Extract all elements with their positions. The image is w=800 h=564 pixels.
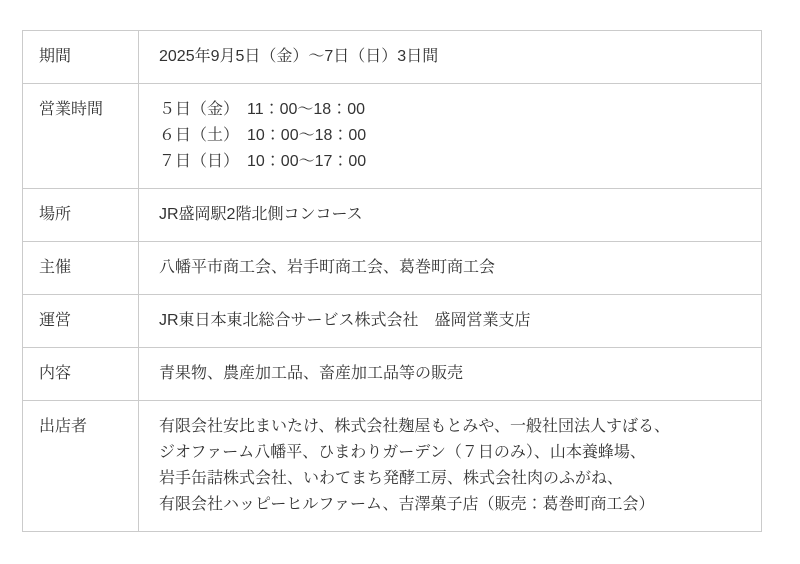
row-value-line: 有限会社ハッピーヒルファーム、吉澤菓子店（販売：葛巻町商工会） (159, 496, 655, 513)
row-value-line: ７日（日） 10：00～17：00 (159, 153, 367, 170)
row-value-line: JR東日本東北総合サービス株式会社 盛岡営業支店 (159, 312, 531, 329)
row-label-organizer: 主催 (23, 242, 139, 295)
row-value-vendors (139, 401, 762, 532)
event-info-table (22, 30, 762, 532)
row-value-line: 2025年9月5日（金）～7日（日）3日間 (159, 48, 439, 65)
row-label-contents: 内容 (23, 348, 139, 401)
row-value-organizer (139, 242, 762, 295)
row-value-line: ６日（土） 10：00～18：00 (159, 127, 367, 144)
row-value-line: 八幡平市商工会、岩手町商工会、葛巻町商工会 (159, 259, 496, 276)
row-value-line: 岩手缶詰株式会社、いわてまち発酵工房、株式会社肉のふがね、 (159, 470, 624, 487)
table-row-location (23, 189, 762, 242)
row-value-line: 青果物、農産加工品、畜産加工品等の販売 (159, 365, 464, 382)
row-value-hours (139, 84, 762, 189)
row-value-contents (139, 348, 762, 401)
row-label-vendors: 出店者 (23, 401, 139, 532)
table-row-vendors (23, 401, 762, 532)
row-label-period: 期間 (23, 31, 139, 84)
row-value-operator (139, 295, 762, 348)
table-row-hours (23, 84, 762, 189)
table-row-organizer (23, 242, 762, 295)
row-value-location (139, 189, 762, 242)
row-value-line: 有限会社安比まいたけ、株式会社麹屋もとみや、一般社団法人すばる、 (159, 418, 671, 435)
row-value-line: JR盛岡駅2階北側コンコース (159, 206, 363, 223)
event-info-table-body (23, 31, 762, 532)
row-value-line: ５日（金） 11：00～18：00 (159, 101, 366, 118)
table-row-operator (23, 295, 762, 348)
row-label-location: 場所 (23, 189, 139, 242)
row-value-period (139, 31, 762, 84)
table-row-period (23, 31, 762, 84)
row-label-operator: 運営 (23, 295, 139, 348)
row-label-hours: 営業時間 (23, 84, 139, 189)
table-row-contents (23, 348, 762, 401)
row-value-line: ジオファーム八幡平、ひまわりガーデン（７日のみ）、山本養蜂場、 (159, 444, 646, 461)
